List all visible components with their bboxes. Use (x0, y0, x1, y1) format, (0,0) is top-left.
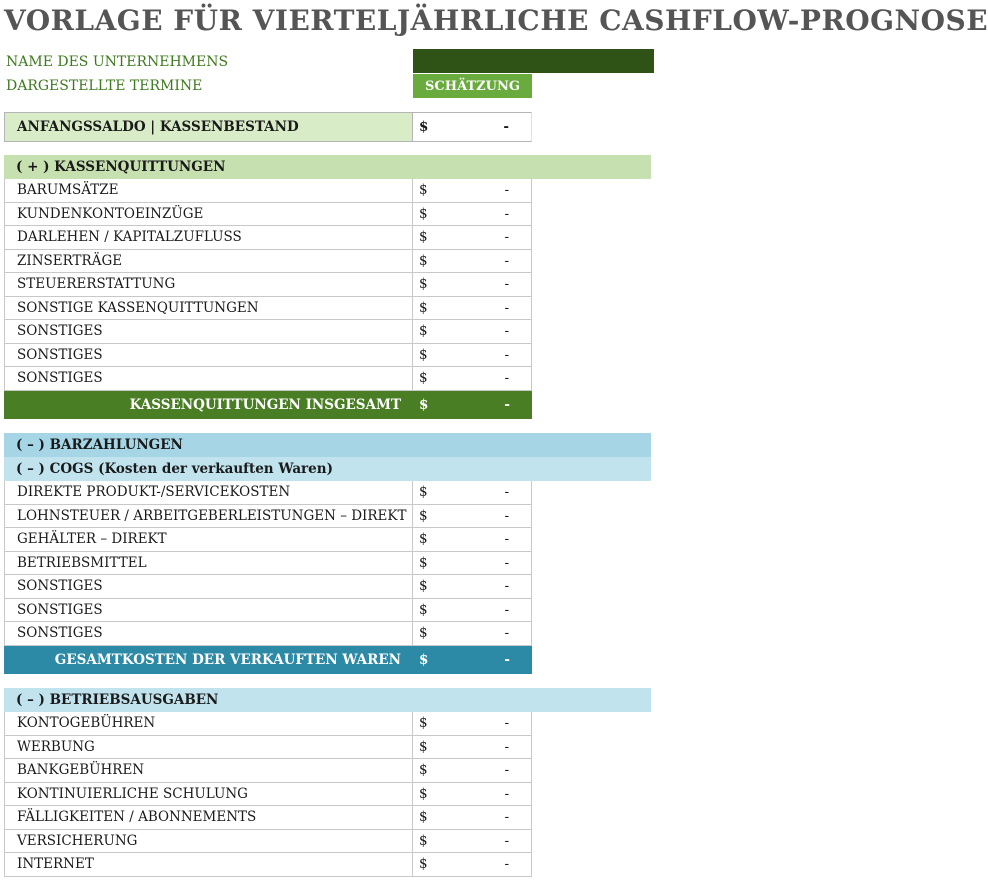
amount-value: - (504, 809, 509, 826)
cogs-total-cell[interactable] (413, 646, 532, 674)
currency-symbol: $ (419, 346, 428, 363)
row-label: BARUMSÄTZE (4, 179, 413, 202)
currency-symbol: $ (419, 856, 428, 873)
currency-symbol: $ (419, 578, 428, 595)
amount-cell[interactable] (413, 226, 532, 249)
table-row (4, 179, 532, 203)
amount-value: - (504, 531, 509, 548)
currency-symbol: $ (419, 715, 428, 732)
currency-symbol: $ (419, 119, 429, 135)
amount-cell[interactable] (413, 806, 532, 829)
amount-cell[interactable] (413, 736, 532, 759)
currency-symbol: $ (419, 397, 429, 413)
amount-value: - (504, 323, 509, 340)
row-label: DIREKTE PRODUKT-/SERVICEKOSTEN (4, 481, 413, 504)
receipts-section-header (4, 155, 651, 179)
currency-symbol: $ (419, 762, 428, 779)
table-row (4, 759, 532, 783)
currency-symbol: $ (419, 205, 428, 222)
row-label: SONSTIGES (4, 599, 413, 622)
currency-symbol: $ (419, 625, 428, 642)
table-row (4, 575, 532, 599)
company-name-field[interactable] (413, 49, 654, 73)
amount-value: - (504, 652, 510, 668)
table-row (4, 736, 532, 760)
currency-symbol: $ (419, 182, 428, 199)
amount-value: - (504, 625, 509, 642)
company-name-label: NAME DES UNTERNEHMENS (6, 54, 229, 70)
row-label: LOHNSTEUER / ARBEITGEBERLEISTUNGEN – DIREKT (4, 505, 413, 528)
row-label: SONSTIGE KASSENQUITTUNGEN (4, 297, 413, 320)
currency-symbol: $ (419, 531, 428, 548)
table-row (4, 367, 532, 391)
table-row (4, 712, 532, 736)
amount-value: - (504, 346, 509, 363)
amount-value: - (504, 370, 509, 387)
amount-value: - (504, 715, 509, 732)
currency-symbol: $ (419, 323, 428, 340)
table-row (4, 481, 532, 505)
amount-cell[interactable] (413, 853, 532, 876)
cogs-total-label: GESAMTKOSTEN DER VERKAUFTEN WAREN (54, 652, 401, 668)
currency-symbol: $ (419, 601, 428, 618)
row-label: GEHÄLTER – DIREKT (4, 528, 413, 551)
currency-symbol: $ (419, 785, 428, 802)
opening-balance-row (4, 112, 532, 142)
row-label: SONSTIGES (4, 622, 413, 645)
amount-value: - (504, 601, 509, 618)
table-row (4, 853, 532, 877)
row-label: SONSTIGES (4, 344, 413, 367)
table-row (4, 622, 532, 646)
row-label: SONSTIGES (4, 320, 413, 343)
currency-symbol: $ (419, 299, 428, 316)
row-label: DARLEHEN / KAPITALZUFLUSS (4, 226, 413, 249)
amount-cell[interactable] (413, 712, 532, 735)
page-title: VORLAGE FÜR VIERTELJÄHRLICHE CASHFLOW-PROGNOSE (4, 4, 988, 37)
table-row (4, 320, 532, 344)
currency-symbol: $ (419, 652, 429, 668)
table-row (4, 528, 532, 552)
amount-cell[interactable] (413, 783, 532, 806)
amount-cell[interactable] (413, 575, 532, 598)
receipts-total-cell[interactable] (413, 391, 532, 419)
table-row (4, 203, 532, 227)
amount-value: - (504, 229, 509, 246)
operating-section-header (4, 688, 651, 712)
amount-cell[interactable] (413, 273, 532, 296)
opening-balance-label: ANFANGSSALDO | KASSENBESTAND (4, 112, 413, 142)
currency-symbol: $ (419, 554, 428, 571)
amount-value: - (504, 397, 510, 413)
amount-value: - (504, 738, 509, 755)
opening-balance-cell[interactable] (413, 112, 532, 142)
amount-value: - (503, 119, 509, 135)
operating-header-label: ( – ) BETRIEBSAUSGABEN (16, 691, 219, 708)
receipts-total-label: KASSENQUITTUNGEN INSGESAMT (129, 397, 401, 413)
table-row (4, 830, 532, 854)
row-label: SONSTIGES (4, 575, 413, 598)
table-row (4, 552, 532, 576)
table-row (4, 505, 532, 529)
amount-cell[interactable] (413, 528, 532, 551)
amount-value: - (504, 762, 509, 779)
amount-cell[interactable] (413, 179, 532, 202)
row-label: KONTOGEBÜHREN (4, 712, 413, 735)
currency-symbol: $ (419, 229, 428, 246)
amount-value: - (504, 276, 509, 293)
amount-value: - (504, 785, 509, 802)
row-label: ZINSERTRÄGE (4, 250, 413, 273)
table-row (4, 226, 532, 250)
table-row (4, 783, 532, 807)
amount-cell[interactable] (413, 250, 532, 273)
amount-value: - (504, 252, 509, 269)
receipts-header-label: ( + ) KASSENQUITTUNGEN (16, 158, 226, 175)
cogs-total-row (4, 646, 532, 674)
currency-symbol: $ (419, 832, 428, 849)
currency-symbol: $ (419, 484, 428, 501)
table-row (4, 599, 532, 623)
currency-symbol: $ (419, 276, 428, 293)
amount-cell[interactable] (413, 830, 532, 853)
currency-symbol: $ (419, 507, 428, 524)
payments-header-label: ( – ) BARZAHLUNGEN (16, 436, 183, 453)
row-label: KONTINUIERLICHE SCHULUNG (4, 783, 413, 806)
row-label: BETRIEBSMITTEL (4, 552, 413, 575)
table-row (4, 344, 532, 368)
currency-symbol: $ (419, 738, 428, 755)
amount-cell[interactable] (413, 481, 532, 504)
amount-cell[interactable] (413, 367, 532, 390)
row-label: FÄLLIGKEITEN / ABONNEMENTS (4, 806, 413, 829)
currency-symbol: $ (419, 809, 428, 826)
currency-symbol: $ (419, 370, 428, 387)
amount-value: - (504, 484, 509, 501)
amount-cell[interactable] (413, 552, 532, 575)
amount-cell[interactable] (413, 599, 532, 622)
amount-value: - (504, 554, 509, 571)
amount-value: - (504, 856, 509, 873)
amount-value: - (504, 578, 509, 595)
table-row (4, 273, 532, 297)
currency-symbol: $ (419, 252, 428, 269)
amount-value: - (504, 832, 509, 849)
dates-label: DARGESTELLTE TERMINE (6, 78, 203, 94)
row-label: INTERNET (4, 853, 413, 876)
row-label: SONSTIGES (4, 367, 413, 390)
amount-value: - (504, 205, 509, 222)
row-label: BANKGEBÜHREN (4, 759, 413, 782)
payments-section-header (4, 433, 651, 457)
row-label: WERBUNG (4, 736, 413, 759)
estimate-column-header: SCHÄTZUNG (413, 74, 532, 98)
amount-value: - (504, 299, 509, 316)
amount-value: - (504, 182, 509, 199)
amount-cell[interactable] (413, 759, 532, 782)
amount-cell[interactable] (413, 203, 532, 226)
amount-value: - (504, 507, 509, 524)
amount-cell[interactable] (413, 320, 532, 343)
cogs-section-header (4, 457, 651, 481)
cogs-header-label: ( – ) COGS (Kosten der verkauften Waren) (16, 460, 333, 477)
amount-cell[interactable] (413, 622, 532, 645)
table-row (4, 806, 532, 830)
row-label: KUNDENKONTOEINZÜGE (4, 203, 413, 226)
row-label: STEUERERSTATTUNG (4, 273, 413, 296)
row-label: VERSICHERUNG (4, 830, 413, 853)
receipts-total-row (4, 391, 532, 419)
amount-cell[interactable] (413, 505, 532, 528)
amount-cell[interactable] (413, 344, 532, 367)
amount-cell[interactable] (413, 297, 532, 320)
table-row (4, 250, 532, 274)
table-row (4, 297, 532, 321)
